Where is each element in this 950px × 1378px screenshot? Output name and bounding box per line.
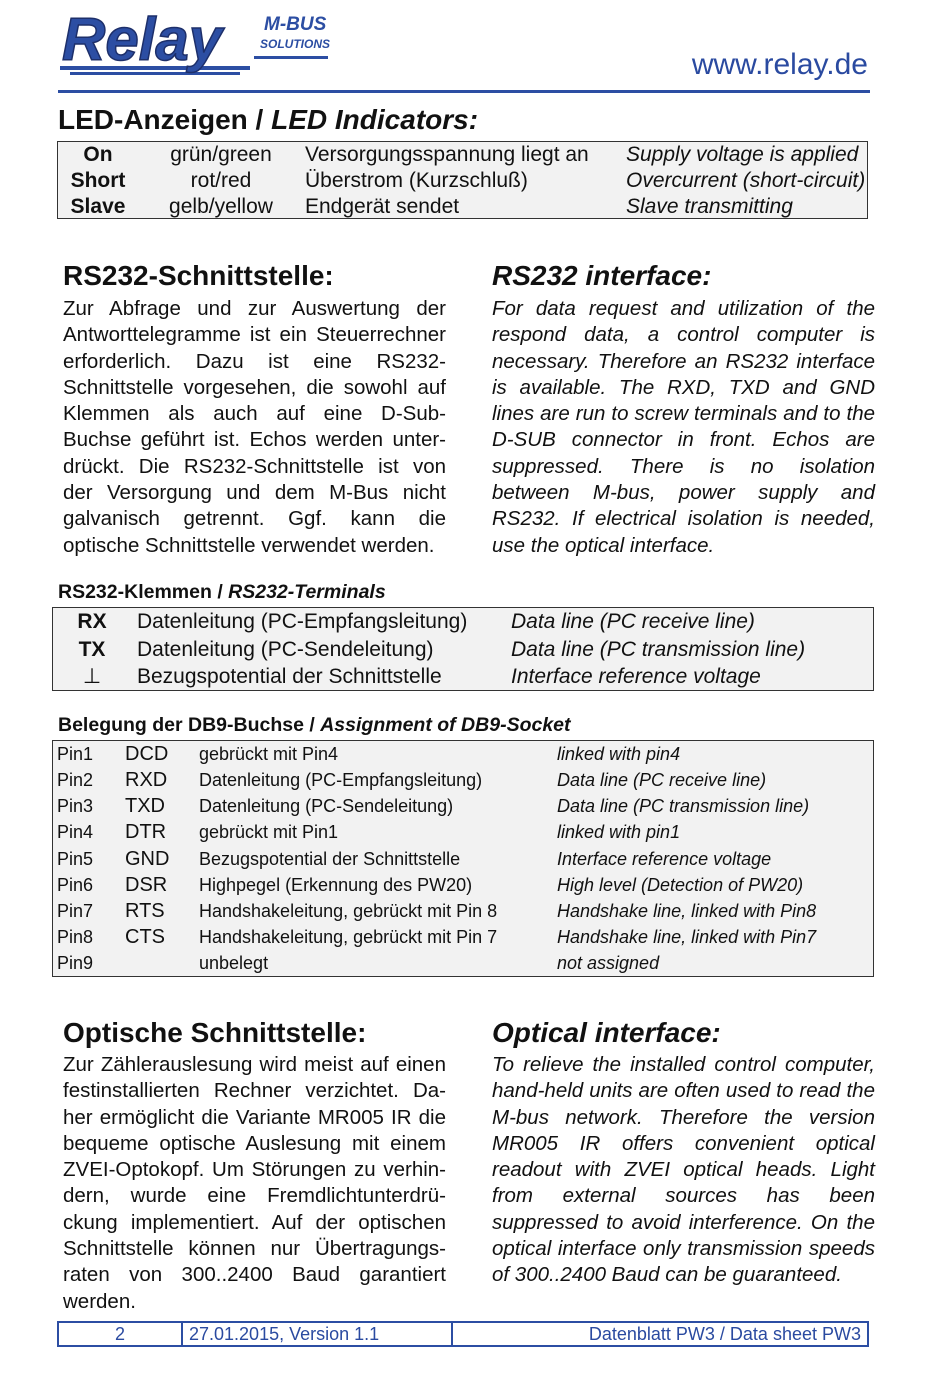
db9-desc-en: Interface reference voltage bbox=[557, 849, 772, 869]
db9-heading-de: Belegung der DB9-Buchse / bbox=[58, 714, 321, 736]
db9-desc-de: unbelegt bbox=[199, 953, 269, 973]
db9-desc-en: linked with pin4 bbox=[557, 744, 681, 764]
db9-desc-de: gebrückt mit Pin4 bbox=[199, 744, 339, 764]
led-color: rot/red bbox=[190, 169, 252, 192]
terminal-row bbox=[53, 636, 873, 664]
db9-row bbox=[53, 819, 873, 845]
footer-divider bbox=[451, 1323, 453, 1345]
optical-heading-de: Optische Schnittstelle: bbox=[63, 1017, 367, 1048]
db9-signal: TXD bbox=[125, 795, 165, 817]
db9-row bbox=[53, 924, 873, 950]
terminal-desc-en: Data line (PC transmission line) bbox=[511, 638, 806, 661]
led-color: gelb/yellow bbox=[169, 195, 273, 218]
db9-row bbox=[53, 898, 873, 924]
db9-signal: DSR bbox=[125, 874, 168, 896]
optical-heading-en: Optical interface: bbox=[492, 1017, 721, 1048]
db9-signal: RTS bbox=[125, 900, 165, 922]
rs232-heading-de: RS232-Schnittstelle: bbox=[63, 260, 334, 291]
led-row bbox=[58, 194, 867, 220]
db9-desc-en: not assigned bbox=[557, 953, 660, 973]
led-heading-de: LED-Anzeigen / bbox=[58, 104, 272, 135]
db9-signal: RXD bbox=[125, 769, 168, 791]
terminal-desc-de: Bezugspotential der Schnittstelle bbox=[137, 665, 442, 688]
terminal-row bbox=[53, 608, 873, 636]
db9-signal: CTS bbox=[125, 926, 165, 948]
led-heading bbox=[58, 104, 478, 136]
db9-row bbox=[53, 767, 873, 793]
rs232-heading-en: RS232 interface: bbox=[492, 260, 712, 291]
db9-row bbox=[53, 741, 873, 767]
db9-pin: Pin7 bbox=[57, 901, 94, 921]
led-row bbox=[58, 168, 867, 194]
led-table bbox=[57, 141, 868, 219]
db9-desc-en: Handshake line, linked with Pin8 bbox=[557, 901, 817, 921]
led-desc-de: Überstrom (Kurzschluß) bbox=[305, 169, 528, 192]
db9-desc-en: Handshake line, linked with Pin7 bbox=[557, 927, 817, 947]
terminal-desc-en: Interface reference voltage bbox=[511, 665, 761, 688]
db9-row bbox=[53, 950, 873, 976]
db9-desc-de: Handshakeleitung, gebrückt mit Pin 8 bbox=[199, 901, 498, 921]
db9-pin: Pin3 bbox=[57, 796, 94, 816]
terminals-heading-de: RS232-Klemmen / bbox=[58, 581, 229, 603]
db9-signal: DCD bbox=[125, 743, 169, 765]
db9-desc-en: linked with pin1 bbox=[557, 822, 681, 842]
db9-pin: Pin8 bbox=[57, 927, 94, 947]
rs232-text-en: For data request and utilization of the respond data, a control computer is necessary. Therefore an RS232 interface is available. The RXD, TXD and GND lines are run to screw terminals and to the D-SUB connector in front. Echos are suppressed. There is no isolation between M-bus, power supply and RS232. If electrical isolation is needed, use the optical interface. bbox=[492, 297, 875, 557]
terminal-pin: RX bbox=[77, 610, 107, 633]
db9-pin: Pin9 bbox=[57, 953, 94, 973]
led-name: Slave bbox=[70, 195, 126, 218]
led-name: On bbox=[83, 143, 113, 166]
footer-date-version: 27.01.2015, Version 1.1 bbox=[189, 1324, 380, 1344]
db9-desc-de: Datenleitung (PC-Empfangsleitung) bbox=[199, 770, 483, 790]
db9-desc-en: High level (Detection of PW20) bbox=[557, 875, 804, 895]
relay-logo bbox=[58, 8, 338, 78]
led-row bbox=[58, 142, 867, 168]
page-number: 2 bbox=[115, 1324, 126, 1344]
logo-word: Relay bbox=[62, 8, 223, 73]
footer-title: Datenblatt PW3 / Data sheet PW3 bbox=[588, 1324, 861, 1344]
terminals-heading-en: RS232-Terminals bbox=[228, 581, 386, 603]
db9-heading bbox=[58, 714, 571, 737]
terminal-desc-de: Datenleitung (PC-Empfangsleitung) bbox=[137, 610, 468, 633]
terminal-desc-en: Data line (PC receive line) bbox=[511, 610, 755, 633]
relay-logo-graphic bbox=[58, 8, 338, 78]
db9-pin: Pin2 bbox=[57, 770, 94, 790]
terminals-table bbox=[52, 607, 874, 691]
db9-desc-de: Highpegel (Erkennung des PW20) bbox=[199, 875, 473, 895]
led-heading-en: LED Indicators: bbox=[271, 104, 479, 135]
header-divider bbox=[58, 90, 870, 93]
led-desc-en: Overcurrent (short-circuit) bbox=[626, 169, 866, 192]
terminal-desc-de: Datenleitung (PC-Sendeleitung) bbox=[137, 638, 434, 661]
led-name: Short bbox=[70, 169, 126, 192]
db9-desc-en: Data line (PC receive line) bbox=[557, 770, 767, 790]
db9-desc-de: Bezugspotential der Schnittstelle bbox=[199, 849, 461, 869]
db9-signal: DTR bbox=[125, 821, 167, 843]
db9-pin: Pin6 bbox=[57, 875, 94, 895]
page-footer bbox=[57, 1321, 869, 1347]
optical-text-en: To relieve the installed control computer, hand-held units are often used to read the M-bus network. Therefore the version MR005 IR offers convenient optical readout with ZVEI optical heads. Light from external sources has been suppressed to avoid interference. On the optical interface only transmission speeds of 300..2400 Baud can be guaranteed. bbox=[492, 1053, 875, 1287]
ground-symbol: ⊥ bbox=[82, 665, 102, 688]
db9-desc-en: Data line (PC transmission line) bbox=[557, 796, 810, 816]
db9-pin: Pin5 bbox=[57, 849, 94, 869]
footer-divider bbox=[181, 1323, 183, 1345]
led-desc-en: Supply voltage is applied bbox=[626, 143, 859, 166]
db9-row bbox=[53, 846, 873, 872]
db9-heading-en: Assignment of DB9-Socket bbox=[320, 714, 571, 736]
db9-pin: Pin1 bbox=[57, 744, 94, 764]
db9-desc-de: gebrückt mit Pin1 bbox=[199, 822, 339, 842]
db9-table bbox=[52, 740, 874, 977]
terminal-row bbox=[53, 663, 873, 691]
optical-text-de: Zur Zählerauslesung wird meist auf einen festinstallierten Rechner verzichtet. Da-her ermöglicht die Variante MR005 IR die bequeme optische Auslesung mit einem ZVEI-Optokopf. Um Störungen zu verhin-dern, wurde eine Fremdlichtunterdrü-ckung implementiert. Auf der optischen Schnittstelle können nur Übertragungs-raten von 300..2400 Baud garantiert werden. bbox=[63, 1053, 446, 1313]
led-desc-de: Endgerät sendet bbox=[305, 195, 460, 218]
led-desc-de: Versorgungsspannung liegt an bbox=[305, 143, 589, 166]
db9-desc-de: Datenleitung (PC-Sendeleitung) bbox=[199, 796, 454, 816]
led-color: grün/green bbox=[170, 143, 272, 166]
terminal-pin: TX bbox=[78, 638, 106, 661]
db9-pin: Pin4 bbox=[57, 822, 94, 842]
db9-row bbox=[53, 793, 873, 819]
logo-solutions: SOLUTIONS bbox=[260, 37, 331, 51]
website-link[interactable]: www.relay.de bbox=[691, 48, 868, 81]
rs232-text-de: Zur Abfrage und zur Auswertung der Antworttelegramme ist ein Steuerrechner erforderlich. Dazu ist eine RS232-Schnittstelle vorgesehen, die sowohl auf Klemmen als auch auf eine D-Sub-Buchse geführt ist. Echos werden unter-drückt. Die RS232-Schnittstelle ist von der Versorgung und dem M-Bus nicht galvanisch getrennt. Ggf. kann die optische Schnittstelle verwendet werden. bbox=[63, 297, 446, 557]
db9-signal: GND bbox=[125, 848, 170, 870]
db9-row bbox=[53, 872, 873, 898]
db9-desc-de: Handshakeleitung, gebrückt mit Pin 7 bbox=[199, 927, 498, 947]
terminals-heading bbox=[58, 581, 386, 604]
logo-mbus: M-BUS bbox=[264, 14, 327, 35]
led-desc-en: Slave transmitting bbox=[626, 195, 793, 218]
